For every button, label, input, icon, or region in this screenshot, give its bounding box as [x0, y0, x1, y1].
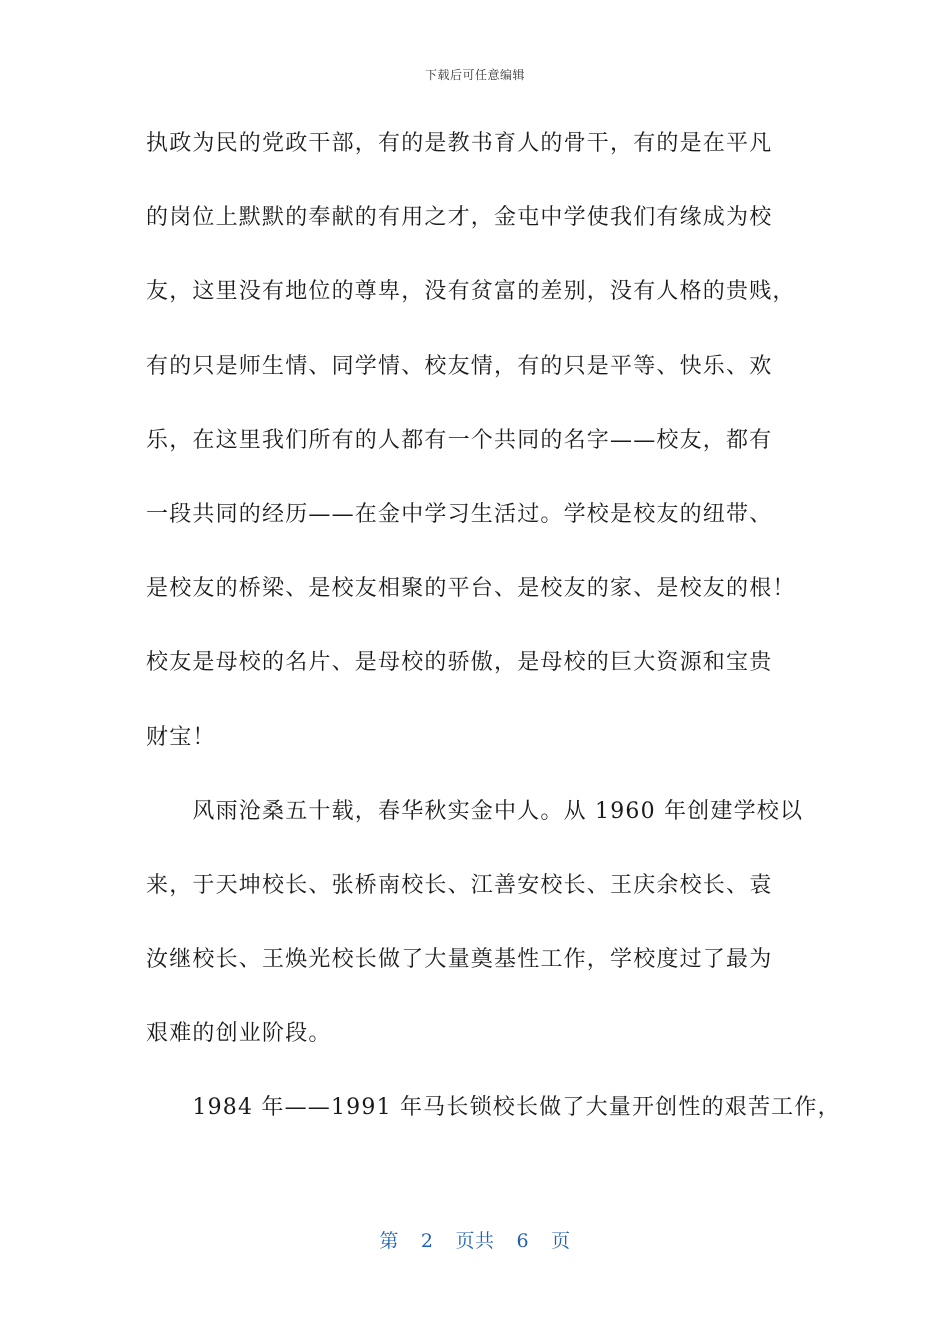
text-line: 友，这里没有地位的尊卑，没有贫富的差别，没有人格的贵贱，: [146, 279, 796, 305]
current-page-number: 2: [420, 1230, 434, 1252]
text-line: 艰难的创业阶段。: [146, 1021, 332, 1047]
page-suffix: 页: [551, 1230, 571, 1252]
page-prefix: 第: [379, 1230, 399, 1252]
text-line: 的岗位上默默的奉献的有用之才，金屯中学使我们有缘成为校: [146, 205, 773, 231]
text-line: 执政为民的党政干部，有的是教书育人的骨干，有的是在平凡: [146, 131, 773, 156]
header-note: 下载后可任意编辑: [424, 68, 525, 82]
text-line: 一段共同的经历——在金中学习生活过。学校是校友的纽带、: [146, 501, 773, 527]
text-line: 乐，在这里我们所有的人都有一个共同的名字——校友，都有: [146, 427, 773, 453]
total-pages-number: 6: [516, 1230, 530, 1252]
text-line: 有的只是师生情、同学情、校友情，有的只是平等、快乐、欢: [146, 353, 773, 379]
document-body: [146, 122, 841, 1161]
text-line: 汝继校长、王焕光校长做了大量奠基性工作，学校度过了最为: [146, 947, 773, 973]
text-line: 校友是母校的名片、是母校的骄傲，是母校的巨大资源和宝贵: [146, 650, 773, 676]
text-line: 来，于天坤校长、张桥南校长、江善安校长、王庆余校长、袁: [146, 872, 773, 898]
page-mid: 页共: [455, 1230, 495, 1252]
text-line: 风雨沧桑五十载，春华秋实金中人。从 1960 年创建学校以: [146, 798, 804, 824]
text-line: 财宝！: [146, 724, 216, 750]
page-footer: [0, 1226, 950, 1253]
text-line: 是校友的桥梁、是校友相聚的平台、是校友的家、是校友的根！: [146, 576, 796, 602]
text-line: 1984 年——1991 年马长锁校长做了大量开创性的艰苦工作，: [146, 1095, 841, 1121]
